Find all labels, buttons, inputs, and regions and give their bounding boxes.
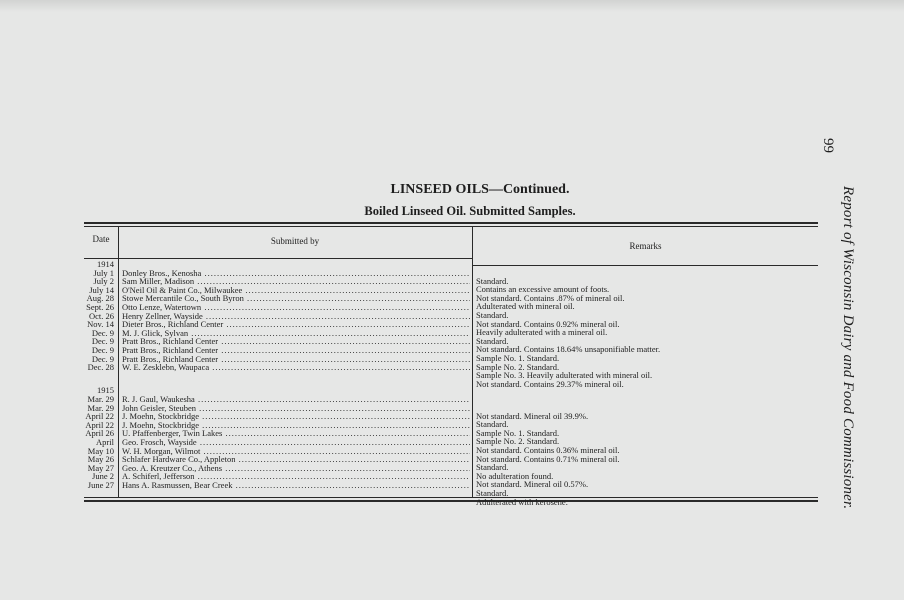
submitter-name: Pratt Bros., Richland Center: [122, 354, 219, 364]
row-date: Dec. 9: [91, 336, 114, 347]
table-title: LINSEED OILS—Continued.: [390, 182, 570, 197]
row-date: Dec. 9: [91, 345, 114, 355]
row-remarks: Standard.: [476, 310, 509, 320]
row-remarks: Not standard. Contains 18.64% unsaponifiable matter.: [476, 344, 661, 355]
row-remarks: Not standard. Contains 29.37% mineral oil.: [476, 378, 624, 389]
submitter-name: A. Schiferl, Jefferson: [122, 472, 195, 482]
date-column-divider: [118, 227, 119, 497]
row-date: Aug. 28: [86, 293, 114, 304]
row-remarks: Sample No. 1. Standard.: [476, 427, 560, 438]
row-remarks: Not standard. Contains 0.36% mineral oil.: [476, 445, 620, 455]
row-remarks: Not standard. Contains .87% of mineral oil.: [476, 292, 625, 303]
row-date: June 27: [87, 480, 114, 490]
row-remarks: Adulterated with kerosene.: [476, 496, 568, 507]
row-remarks: Not standard. Mineral oil 0.57%.: [476, 479, 589, 490]
row-remarks: Adulterated with mineral oil.: [476, 301, 575, 312]
row-remarks: Contains an excessive amount of foots.: [476, 284, 610, 295]
year-heading: 1915: [97, 385, 114, 396]
submitter-name: Geo. Frosch, Wayside: [122, 438, 197, 447]
row-remarks: No adulteration found.: [476, 470, 554, 481]
submitted-column-divider: [472, 227, 473, 497]
row-submitted-by: [122, 363, 470, 372]
submitter-name: Stowe Mercantile Co., South Byron: [122, 294, 244, 304]
submitter-name: John Geisler, Steuben: [122, 403, 197, 413]
row-date: June 2: [92, 471, 114, 482]
submitter-name: Dieter Bros., Richland Center: [122, 320, 224, 330]
row-remarks: Heavily adulterated with a mineral oil.: [476, 327, 608, 338]
table-subtitle: Boiled Linseed Oil. Submitted Samples.: [364, 204, 576, 218]
submitter-name: U. Pfaffenberger, Twin Lakes: [122, 429, 223, 439]
row-date: Dec. 9: [91, 327, 114, 338]
scan-edge: [0, 0, 904, 12]
row-remarks: Sample No. 3. Heavily adulterated with mineral oil.: [476, 370, 653, 381]
row-date: Nov. 14: [87, 319, 114, 330]
row-submitted-by: [122, 481, 470, 490]
row-remarks: Standard.: [476, 275, 509, 286]
row-remarks: Not standard. Contains 0.92% mineral oil.: [476, 318, 620, 329]
row-date: April 22: [85, 411, 114, 422]
row-date: April 22: [85, 419, 114, 430]
submitter-name: W. E. Zesklebn, Waupaca: [122, 363, 210, 373]
submitter-name: Pratt Bros., Richland Center: [122, 346, 219, 355]
table-top-rule-inner: [84, 226, 818, 227]
header-bottom-rule-right: [472, 265, 818, 266]
row-date: July 2: [93, 276, 114, 287]
table-bottom-rule-heavy: [84, 500, 818, 502]
row-remarks: Standard.: [476, 419, 509, 430]
submitter-name: M. J. Glick, Sylvan: [122, 328, 189, 338]
running-head: Report of Wisconsin Dairy and Food Commissioner.: [840, 186, 856, 510]
submitter-name: Pratt Bros., Richland Center: [122, 337, 219, 347]
row-remarks: Not standard. Contains 0.71% mineral oil.: [476, 453, 620, 464]
table-top-rule: [84, 222, 818, 224]
submitter-name: J. Moehn, Stockbridge: [122, 420, 199, 430]
row-date: Oct. 26: [88, 310, 114, 321]
row-remarks: Sample No. 1. Standard.: [476, 353, 560, 363]
row-remarks: Standard.: [476, 462, 509, 473]
submitter-name: J. Moehn, Stockbridge: [122, 412, 199, 422]
table-bottom-rule: [84, 497, 818, 498]
row-remarks: Standard.: [476, 488, 509, 498]
column-header-date: Date: [92, 234, 110, 244]
row-date: April: [96, 437, 114, 447]
row-date: July 1: [93, 267, 114, 278]
submitter-name: R. J. Gaul, Waukesha: [122, 395, 195, 404]
row-remarks: Not standard. Mineral oil 39.9%.: [476, 410, 589, 421]
page-number: 99: [820, 138, 836, 153]
row-date: Dec. 9: [91, 353, 114, 364]
row-date: May 10: [87, 445, 114, 456]
year-heading: 1914: [97, 259, 114, 269]
submitter-name: Sam Miller, Madison: [122, 277, 195, 287]
row-date: May 27: [87, 462, 114, 473]
submitter-name: Otto Lenze, Watertown: [122, 303, 202, 312]
row-date: Sept. 26: [86, 302, 114, 312]
row-remarks: Sample No. 2. Standard.: [476, 436, 560, 447]
row-remarks: Standard.: [476, 335, 509, 346]
row-date: Mar. 29: [87, 394, 114, 404]
column-header-remarks: Remarks: [629, 241, 662, 251]
row-date: May 26: [87, 454, 114, 465]
header-bottom-rule-left: [84, 258, 472, 259]
row-date: July 14: [89, 284, 114, 295]
submitter-name: W. H. Morgan, Wilmot: [122, 446, 201, 456]
row-remarks: Sample No. 2. Standard.: [476, 361, 560, 372]
row-date: Dec. 28: [87, 362, 114, 373]
submitter-name: Schlafer Hardware Co., Appleton: [122, 455, 236, 465]
submitter-name: Hans A. Rasmussen, Bear Creek: [122, 481, 233, 490]
row-date: April 26: [85, 428, 114, 439]
submitter-name: O'Neil Oil & Paint Co., Milwaukee: [122, 285, 243, 295]
column-header-submitted-by: Submitted by: [270, 236, 320, 246]
submitter-name: Henry Zellner, Wayside: [122, 311, 203, 321]
row-date: Mar. 29: [87, 402, 114, 413]
submitter-name: Donley Bros., Kenosha: [122, 268, 202, 278]
submitter-name: Geo. A. Kreutzer Co., Athens: [122, 463, 223, 473]
